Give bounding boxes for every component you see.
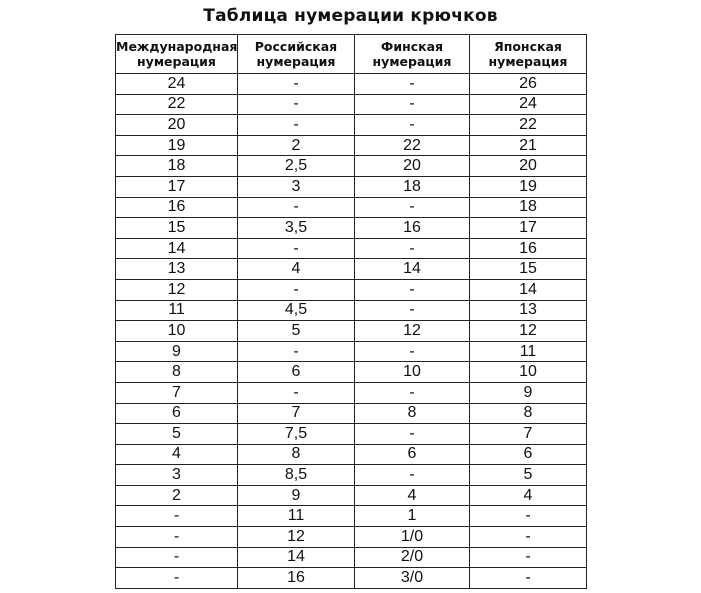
cell-international: 13 [116, 259, 238, 280]
table-row [116, 527, 587, 548]
table-row [116, 568, 587, 589]
cell-international: 20 [116, 115, 238, 136]
cell-international: - [116, 568, 238, 589]
cell-finnish: 3/0 [355, 568, 470, 589]
cell-japanese: 4 [470, 485, 587, 506]
cell-international: 6 [116, 403, 238, 424]
cell-russian: 7,5 [238, 424, 355, 445]
cell-japanese: 13 [470, 300, 587, 321]
cell-russian: 8,5 [238, 465, 355, 486]
cell-russian: 11 [238, 506, 355, 527]
cell-finnish: - [355, 115, 470, 136]
cell-finnish: - [355, 74, 470, 95]
cell-international: 3 [116, 465, 238, 486]
table-row [116, 321, 587, 342]
table-row [116, 259, 587, 280]
cell-russian: - [238, 238, 355, 259]
cell-russian: - [238, 197, 355, 218]
cell-finnish: - [355, 424, 470, 445]
cell-japanese: - [470, 527, 587, 548]
cell-finnish: - [355, 382, 470, 403]
table-row [116, 485, 587, 506]
cell-finnish: - [355, 341, 470, 362]
cell-international: - [116, 527, 238, 548]
cell-japanese: 20 [470, 156, 587, 177]
cell-japanese: 19 [470, 176, 587, 197]
cell-finnish: 20 [355, 156, 470, 177]
cell-finnish: 16 [355, 218, 470, 239]
header-line: Международная [116, 39, 238, 54]
cell-finnish: - [355, 465, 470, 486]
cell-finnish: - [355, 300, 470, 321]
cell-international: 8 [116, 362, 238, 383]
header-international [116, 35, 238, 74]
cell-international: 10 [116, 321, 238, 342]
cell-international: 4 [116, 444, 238, 465]
cell-russian: - [238, 115, 355, 136]
table-body [116, 74, 587, 589]
table-row [116, 341, 587, 362]
cell-japanese: 9 [470, 382, 587, 403]
cell-finnish: 1 [355, 506, 470, 527]
cell-japanese: 14 [470, 279, 587, 300]
cell-russian: 6 [238, 362, 355, 383]
cell-russian: 5 [238, 321, 355, 342]
cell-international: 7 [116, 382, 238, 403]
cell-japanese: 16 [470, 238, 587, 259]
cell-russian: 12 [238, 527, 355, 548]
header-japanese [470, 35, 587, 74]
cell-international: 12 [116, 279, 238, 300]
cell-japanese: 22 [470, 115, 587, 136]
cell-russian: 7 [238, 403, 355, 424]
cell-russian: - [238, 94, 355, 115]
table-row [116, 444, 587, 465]
table-row [116, 547, 587, 568]
table-row [116, 465, 587, 486]
cell-international: 24 [116, 74, 238, 95]
cell-international: - [116, 547, 238, 568]
cell-international: 17 [116, 176, 238, 197]
cell-japanese: 7 [470, 424, 587, 445]
table-row [116, 94, 587, 115]
cell-finnish: 2/0 [355, 547, 470, 568]
cell-russian: 4,5 [238, 300, 355, 321]
table-row [116, 238, 587, 259]
cell-finnish: 1/0 [355, 527, 470, 548]
table-row [116, 300, 587, 321]
cell-international: 16 [116, 197, 238, 218]
header-finnish [355, 35, 470, 74]
cell-international: 22 [116, 94, 238, 115]
cell-finnish: - [355, 279, 470, 300]
header-russian [238, 35, 355, 74]
cell-international: 9 [116, 341, 238, 362]
header-line: Российская [254, 39, 338, 54]
table-row [116, 74, 587, 95]
cell-international: 14 [116, 238, 238, 259]
cell-russian: 3 [238, 176, 355, 197]
cell-finnish: 6 [355, 444, 470, 465]
cell-japanese: - [470, 506, 587, 527]
cell-japanese: 17 [470, 218, 587, 239]
cell-finnish: 22 [355, 135, 470, 156]
cell-japanese: 6 [470, 444, 587, 465]
table-row [116, 115, 587, 136]
cell-japanese: 24 [470, 94, 587, 115]
page-title: Таблица нумерации крючков [203, 6, 498, 26]
cell-finnish: - [355, 197, 470, 218]
hook-size-table [115, 34, 587, 589]
cell-japanese: 8 [470, 403, 587, 424]
cell-finnish: 4 [355, 485, 470, 506]
cell-japanese: 18 [470, 197, 587, 218]
cell-finnish: 12 [355, 321, 470, 342]
cell-japanese: 15 [470, 259, 587, 280]
cell-japanese: 5 [470, 465, 587, 486]
cell-russian: 14 [238, 547, 355, 568]
cell-japanese: 26 [470, 74, 587, 95]
cell-international: 19 [116, 135, 238, 156]
cell-international: - [116, 506, 238, 527]
cell-russian: 2 [238, 135, 355, 156]
cell-international: 2 [116, 485, 238, 506]
table-row [116, 403, 587, 424]
header-line: Японская [494, 39, 562, 54]
cell-finnish: 10 [355, 362, 470, 383]
table-row [116, 156, 587, 177]
cell-russian: 9 [238, 485, 355, 506]
cell-international: 15 [116, 218, 238, 239]
table-row [116, 279, 587, 300]
cell-finnish: - [355, 238, 470, 259]
cell-international: 5 [116, 424, 238, 445]
cell-japanese: - [470, 568, 587, 589]
cell-russian: 8 [238, 444, 355, 465]
cell-international: 11 [116, 300, 238, 321]
header-line: нумерация [256, 54, 336, 69]
table-row [116, 362, 587, 383]
table-row [116, 506, 587, 527]
table-row [116, 382, 587, 403]
cell-japanese: 11 [470, 341, 587, 362]
table-row [116, 218, 587, 239]
cell-finnish: 8 [355, 403, 470, 424]
table-row [116, 424, 587, 445]
table-row [116, 197, 587, 218]
header-line: нумерация [488, 54, 568, 69]
cell-russian: 4 [238, 259, 355, 280]
cell-finnish: - [355, 94, 470, 115]
cell-japanese: 12 [470, 321, 587, 342]
cell-finnish: 18 [355, 176, 470, 197]
header-line: нумерация [372, 54, 452, 69]
cell-russian: - [238, 279, 355, 300]
cell-russian: - [238, 382, 355, 403]
header-line: Финская [380, 39, 444, 54]
header-line: нумерация [137, 54, 216, 69]
cell-russian: - [238, 341, 355, 362]
cell-russian: 3,5 [238, 218, 355, 239]
cell-japanese: - [470, 547, 587, 568]
table-row [116, 176, 587, 197]
cell-japanese: 21 [470, 135, 587, 156]
cell-finnish: 14 [355, 259, 470, 280]
cell-russian: 16 [238, 568, 355, 589]
table-row [116, 135, 587, 156]
cell-russian: 2,5 [238, 156, 355, 177]
cell-japanese: 10 [470, 362, 587, 383]
cell-international: 18 [116, 156, 238, 177]
table-header-row [116, 35, 587, 74]
cell-russian: - [238, 74, 355, 95]
